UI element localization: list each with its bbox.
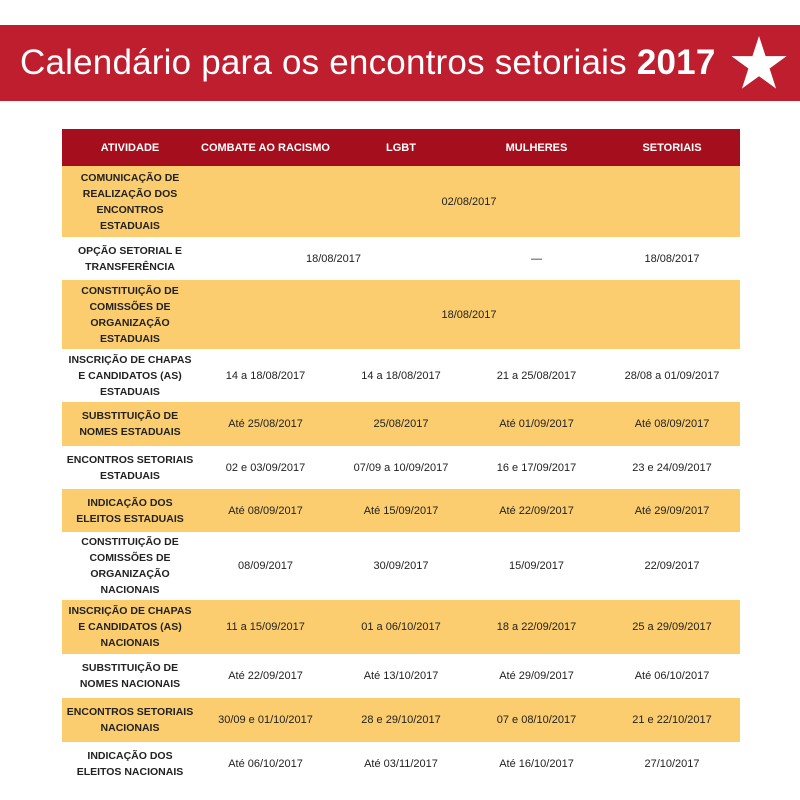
star-icon xyxy=(731,36,787,90)
date-cell: 16 e 17/09/2017 xyxy=(469,446,604,489)
date-cell: 14 a 18/08/2017 xyxy=(333,349,469,402)
table-row xyxy=(62,698,740,742)
activity-cell: SUBSTITUIÇÃO DE NOMES ESTADUAIS xyxy=(62,402,198,446)
activity-cell: CONSTITUIÇÃO DE COMISSÕES DE ORGANIZAÇÃO NACIONAIS xyxy=(62,532,198,600)
title-banner xyxy=(0,25,800,101)
date-cell: 22/09/2017 xyxy=(604,532,740,600)
date-cell: Até 22/09/2017 xyxy=(469,489,604,532)
date-cell: Até 29/09/2017 xyxy=(469,654,604,698)
table-row xyxy=(62,742,740,786)
date-cell: 02 e 03/09/2017 xyxy=(198,446,333,489)
table-row xyxy=(62,532,740,600)
date-cell: 11 a 15/09/2017 xyxy=(198,600,333,654)
date-cell: Até 22/09/2017 xyxy=(198,654,333,698)
date-cell: Até 06/10/2017 xyxy=(604,654,740,698)
table-row xyxy=(62,446,740,489)
date-cell: 21 a 25/08/2017 xyxy=(469,349,604,402)
activity-cell: SUBSTITUIÇÃO DE NOMES NACIONAIS xyxy=(62,654,198,698)
date-cell: Até 13/10/2017 xyxy=(333,654,469,698)
activity-cell: COMUNICAÇÃO DE REALIZAÇÃO DOS ENCONTROS ESTADUAIS xyxy=(62,166,198,237)
calendar-table xyxy=(62,129,740,786)
date-cell: Até 25/08/2017 xyxy=(198,402,333,446)
page-title xyxy=(20,25,716,101)
column-header: LGBT xyxy=(333,129,469,166)
table-row xyxy=(62,600,740,654)
table-row xyxy=(62,489,740,532)
table-row xyxy=(62,349,740,402)
title-text: Calendário para os encontros setoriais xyxy=(20,43,627,82)
date-cell: 30/09 e 01/10/2017 xyxy=(198,698,333,742)
activity-cell: INDICAÇÃO DOS ELEITOS NACIONAIS xyxy=(62,742,198,786)
date-cell: 01 a 06/10/2017 xyxy=(333,600,469,654)
title-year: 2017 xyxy=(636,43,716,82)
date-cell: 07 e 08/10/2017 xyxy=(469,698,604,742)
table-row xyxy=(62,280,740,349)
date-cell: Até 16/10/2017 xyxy=(469,742,604,786)
column-header: COMBATE AO RACISMO xyxy=(198,129,333,166)
table-row xyxy=(62,237,740,280)
date-cell: 30/09/2017 xyxy=(333,532,469,600)
date-cell: Até 03/11/2017 xyxy=(333,742,469,786)
date-cell: 07/09 a 10/09/2017 xyxy=(333,446,469,489)
date-cell: Até 15/09/2017 xyxy=(333,489,469,532)
column-header: MULHERES xyxy=(469,129,604,166)
date-cell: 18 a 22/09/2017 xyxy=(469,600,604,654)
table-header-row xyxy=(62,129,740,166)
activity-cell: ENCONTROS SETORIAIS ESTADUAIS xyxy=(62,446,198,489)
column-header: SETORIAIS xyxy=(604,129,740,166)
date-cell: 25/08/2017 xyxy=(333,402,469,446)
activity-cell: INSCRIÇÃO DE CHAPAS E CANDIDATOS (AS) ESTADUAIS xyxy=(62,349,198,402)
activity-cell: OPÇÃO SETORIAL E TRANSFERÊNCIA xyxy=(62,237,198,280)
table-row xyxy=(62,402,740,446)
table-row xyxy=(62,166,740,237)
date-cell: Até 08/09/2017 xyxy=(198,489,333,532)
date-cell: 23 e 24/09/2017 xyxy=(604,446,740,489)
activity-cell: ENCONTROS SETORIAIS NACIONAIS xyxy=(62,698,198,742)
date-cell: Até 01/09/2017 xyxy=(469,402,604,446)
date-cell: 21 e 22/10/2017 xyxy=(604,698,740,742)
date-cell: 18/08/2017 xyxy=(198,280,740,349)
date-cell: 28 e 29/10/2017 xyxy=(333,698,469,742)
date-cell: Até 29/09/2017 xyxy=(604,489,740,532)
activity-cell: CONSTITUIÇÃO DE COMISSÕES DE ORGANIZAÇÃO ESTADUAIS xyxy=(62,280,198,349)
activity-cell: INSCRIÇÃO DE CHAPAS E CANDIDATOS (AS) NACIONAIS xyxy=(62,600,198,654)
date-cell: — xyxy=(469,237,604,280)
date-cell: Até 08/09/2017 xyxy=(604,402,740,446)
table-row xyxy=(62,654,740,698)
date-cell: Até 06/10/2017 xyxy=(198,742,333,786)
date-cell: 14 a 18/08/2017 xyxy=(198,349,333,402)
date-cell: 18/08/2017 xyxy=(198,237,469,280)
date-cell: 28/08 a 01/09/2017 xyxy=(604,349,740,402)
column-header: ATIVIDADE xyxy=(62,129,198,166)
date-cell: 25 a 29/09/2017 xyxy=(604,600,740,654)
date-cell: 08/09/2017 xyxy=(198,532,333,600)
date-cell: 02/08/2017 xyxy=(198,166,740,237)
date-cell: 15/09/2017 xyxy=(469,532,604,600)
date-cell: 18/08/2017 xyxy=(604,237,740,280)
activity-cell: INDICAÇÃO DOS ELEITOS ESTADUAIS xyxy=(62,489,198,532)
date-cell: 27/10/2017 xyxy=(604,742,740,786)
